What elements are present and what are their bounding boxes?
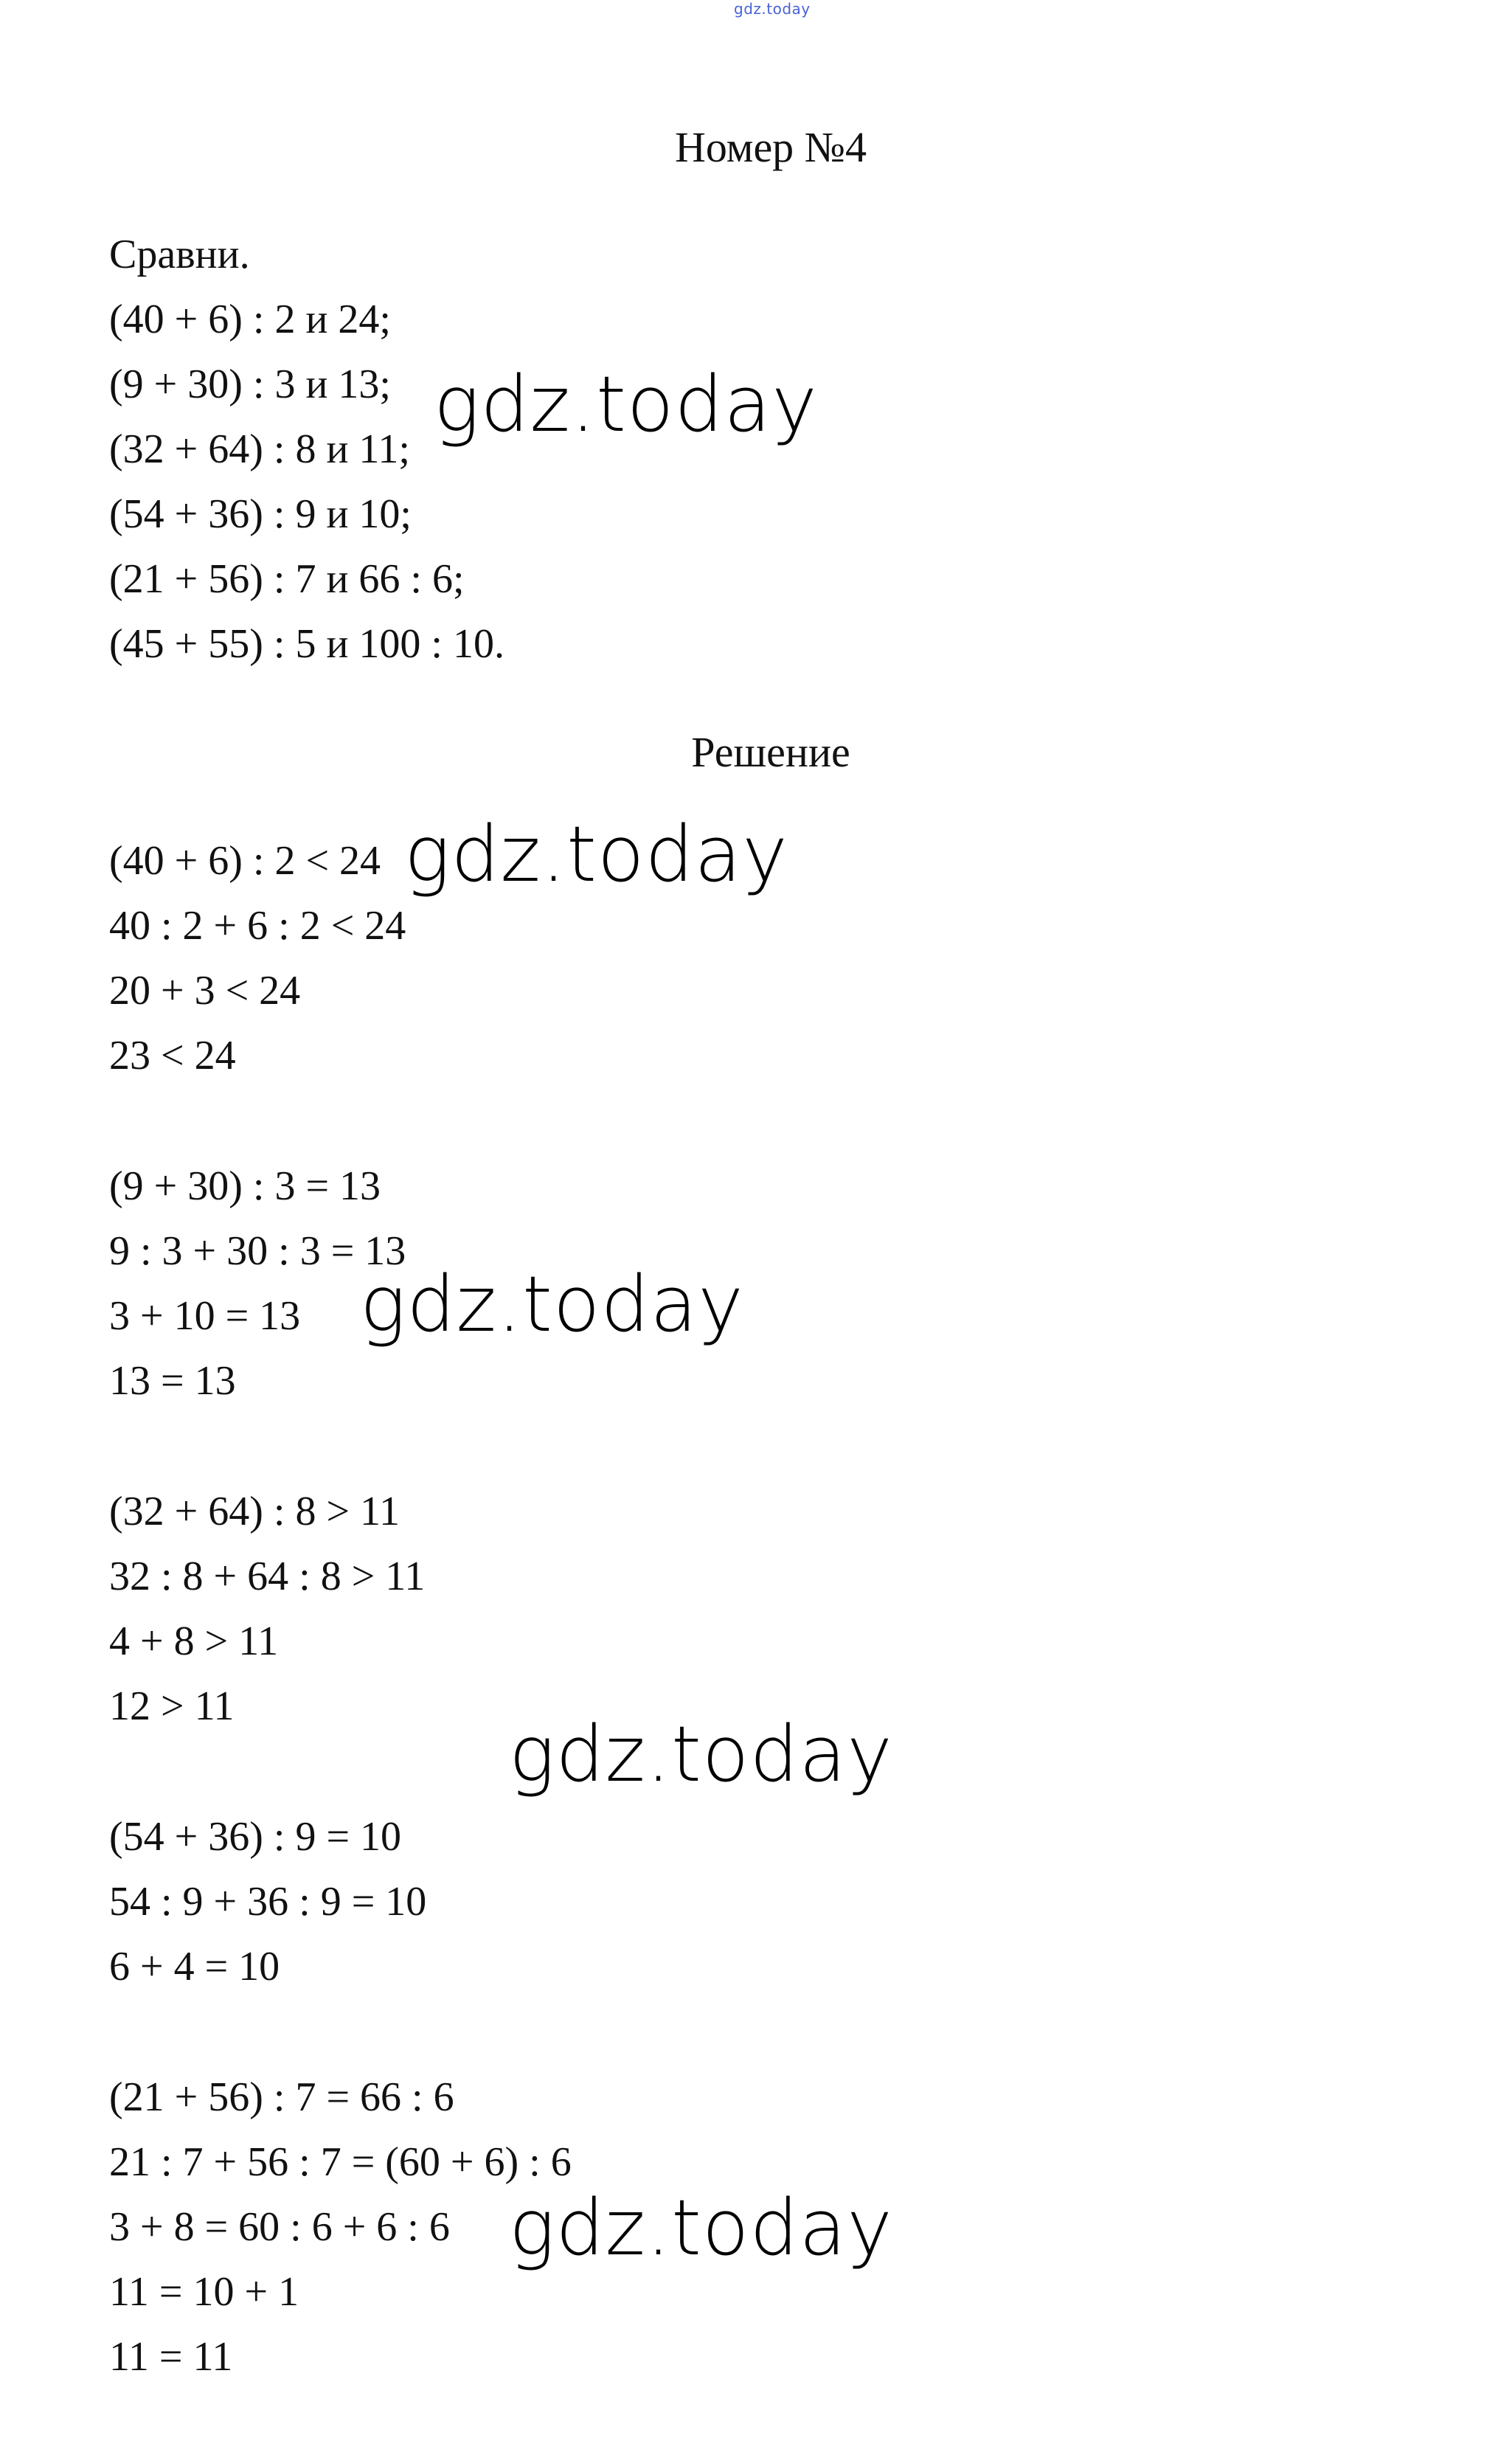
solution-heading: Решение bbox=[691, 728, 850, 776]
solution-line: 20 + 3 < 24 bbox=[109, 968, 301, 1014]
solution-line: (21 + 56) : 7 = 66 : 6 bbox=[109, 2074, 454, 2120]
solution-line: 40 : 2 + 6 : 2 < 24 bbox=[109, 903, 406, 949]
watermark: gdz.today bbox=[509, 1709, 893, 1799]
page-title: Номер №4 bbox=[674, 123, 867, 171]
header-watermark: gdz.today bbox=[734, 0, 811, 18]
solution-line: (9 + 30) : 3 = 13 bbox=[109, 1163, 381, 1209]
solution-line: 11 = 10 + 1 bbox=[109, 2269, 299, 2315]
solution-line: 32 : 8 + 64 : 8 > 11 bbox=[109, 1554, 426, 1599]
watermark: gdz.today bbox=[434, 359, 818, 449]
solution-line: 13 = 13 bbox=[109, 1358, 236, 1404]
task-item: (9 + 30) : 3 и 13; bbox=[109, 361, 391, 407]
solution-line: 6 + 4 = 10 bbox=[109, 1944, 280, 1989]
solution-line: 3 + 10 = 13 bbox=[109, 1293, 301, 1339]
solution-line: 12 > 11 bbox=[109, 1683, 235, 1729]
solution-line: (40 + 6) : 2 < 24 bbox=[109, 838, 381, 884]
task-item: (45 + 55) : 5 и 100 : 10. bbox=[109, 621, 504, 667]
task-instruction: Сравни. bbox=[109, 232, 250, 277]
task-item: (32 + 64) : 8 и 11; bbox=[109, 426, 410, 472]
task-item: (21 + 56) : 7 и 66 : 6; bbox=[109, 556, 465, 602]
solution-line: 9 : 3 + 30 : 3 = 13 bbox=[109, 1228, 406, 1274]
watermark: gdz.today bbox=[360, 1259, 744, 1349]
solution-line: 54 : 9 + 36 : 9 = 10 bbox=[109, 1879, 427, 1925]
watermark: gdz.today bbox=[509, 2183, 893, 2273]
solution-line: 3 + 8 = 60 : 6 + 6 : 6 bbox=[109, 2204, 450, 2250]
task-item: (40 + 6) : 2 и 24; bbox=[109, 297, 391, 342]
solution-line: (32 + 64) : 8 > 11 bbox=[109, 1489, 400, 1534]
solution-line: (54 + 36) : 9 = 10 bbox=[109, 1814, 402, 1860]
solution-line: 21 : 7 + 56 : 7 = (60 + 6) : 6 bbox=[109, 2139, 572, 2185]
solution-line: 23 < 24 bbox=[109, 1033, 236, 1078]
task-item: (54 + 36) : 9 и 10; bbox=[109, 491, 412, 537]
watermark: gdz.today bbox=[404, 809, 788, 899]
solution-line: 4 + 8 > 11 bbox=[109, 1618, 279, 1664]
solution-line: 11 = 11 bbox=[109, 2334, 233, 2380]
